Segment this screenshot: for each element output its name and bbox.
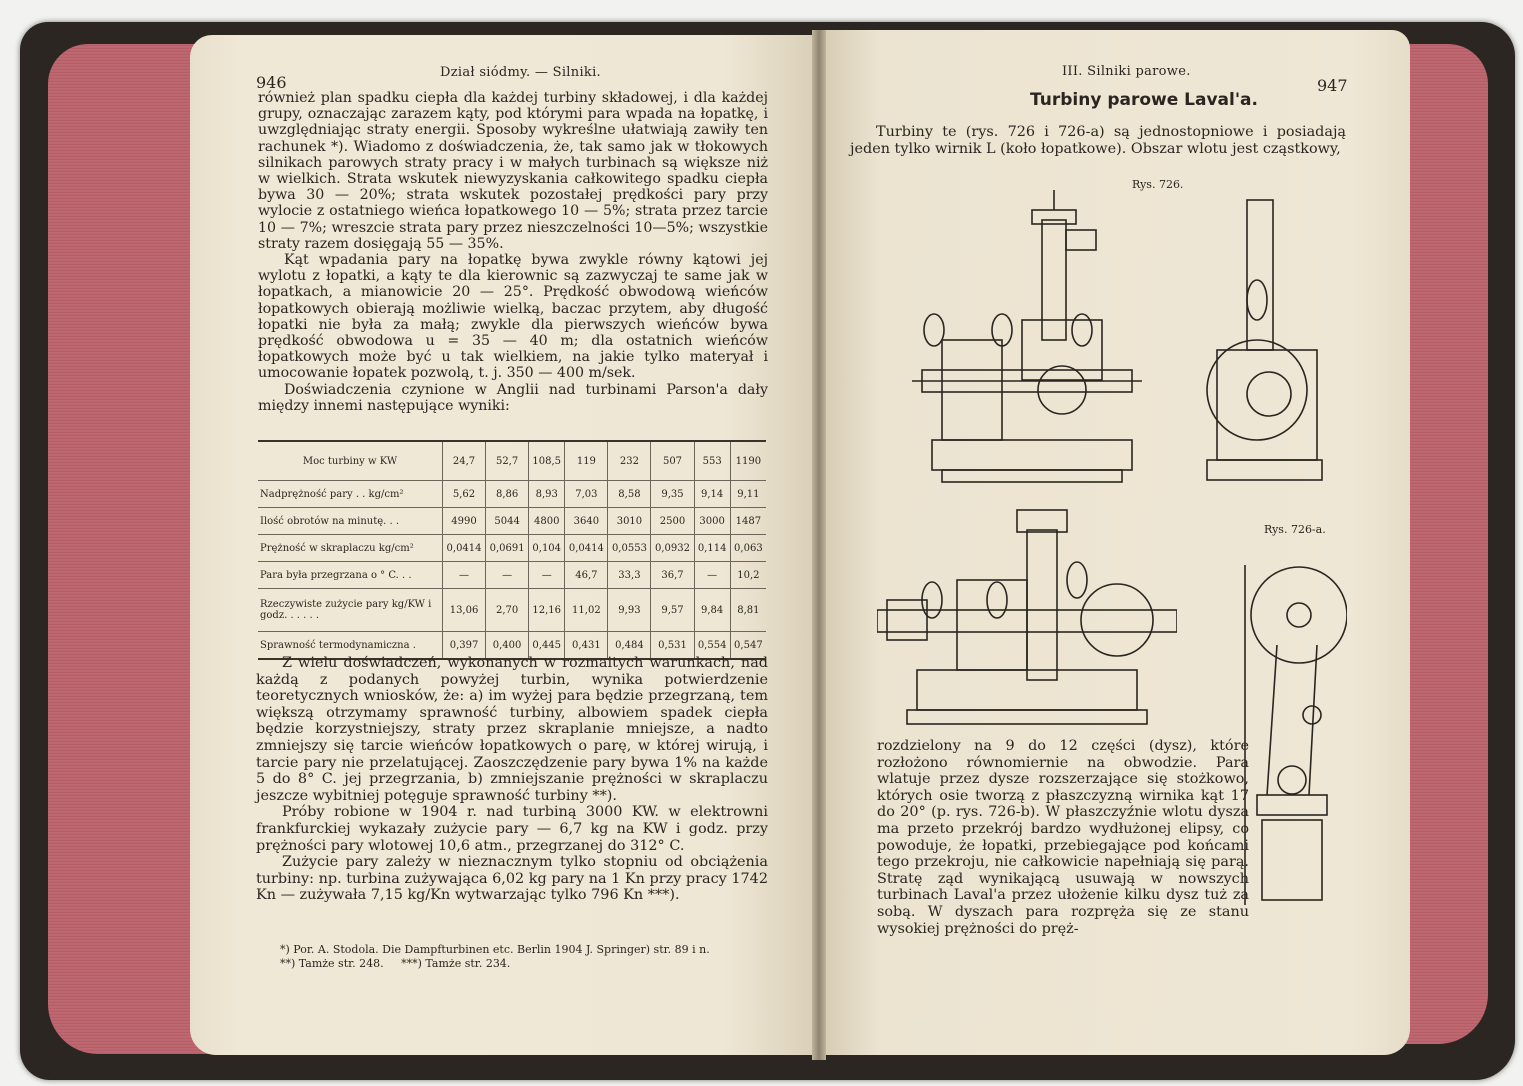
cell: 0,547 <box>730 632 766 660</box>
running-head: Dział siódmy. — Silniki. <box>440 65 601 80</box>
row-label: Prężność w skraplaczu kg/cm² <box>260 542 414 554</box>
cell: 0,104 <box>529 535 565 562</box>
table-col: 507 <box>651 441 694 481</box>
row-label: Sprawność termodynamiczna . <box>260 639 416 651</box>
turbine-side-view-figure <box>912 180 1142 500</box>
turbine-front-view-figure <box>1197 180 1327 500</box>
cell: 8,86 <box>486 481 529 508</box>
cell: 0,531 <box>651 632 694 660</box>
table-row <box>258 481 766 508</box>
table-col: 119 <box>565 441 608 481</box>
paragraph: Turbiny te (rys. 726 i 726-a) są jednostopniowe i posiadają jeden tylko wirnik L (koło łopatkowe). Obszar wlotu jest cząstkowy, <box>850 124 1346 157</box>
cell: 9,84 <box>694 589 730 632</box>
cell: 3010 <box>608 508 651 535</box>
cell: — <box>443 562 486 589</box>
right-page <box>822 30 1410 1055</box>
footnote: *) Por. A. Stodola. Die Dampfturbinen etc. Berlin 1904 J. Springer) str. 89 i n. <box>280 943 710 956</box>
cell: 8,93 <box>529 481 565 508</box>
figure-caption: Rys. 726-a. <box>1264 523 1326 536</box>
row-label: Para była przegrzana o ° C. . . <box>260 569 412 581</box>
cell: 0,445 <box>529 632 565 660</box>
row-label: Nadprężność pary . . kg/cm² <box>260 488 404 500</box>
cell: — <box>486 562 529 589</box>
cell: 0,431 <box>565 632 608 660</box>
table-row <box>258 508 766 535</box>
body-text-bottom <box>256 655 768 904</box>
cell: 9,35 <box>651 481 694 508</box>
cell: 0,0691 <box>486 535 529 562</box>
cell: — <box>694 562 730 589</box>
cell: 33,3 <box>608 562 651 589</box>
running-head: III. Silniki parowe. <box>1062 64 1191 79</box>
table-col: 1190 <box>730 441 766 481</box>
table-col: 108,5 <box>529 441 565 481</box>
cell: 2500 <box>651 508 694 535</box>
page-edge-left <box>48 44 213 1054</box>
footnotes <box>280 943 770 971</box>
cell: 3000 <box>694 508 730 535</box>
page-number: 947 <box>1317 76 1348 95</box>
cell: 10,2 <box>730 562 766 589</box>
table-col: 52,7 <box>486 441 529 481</box>
cell: 0,397 <box>443 632 486 660</box>
cell: — <box>529 562 565 589</box>
paragraph: rozdzielony na 9 do 12 części (dysz), które rozłożono równomiernie na obwodzie. Para wlatuje przez dysze rozszerzające się stożkowo, których osie tworzą z płaszczyzną wirnika kąt 17 do 20° (p. rys. 726-b). W płaszczyźnie wlotu dysza ma przeto przekrój bardzo wydłużonej elipsy, co powoduje, że łopatki, przebiegające pod końcami tego przekroju, nie całkowicie napełniają się parą. Stratę ząd wynikającą usuwają w nowszych turbinach Laval'a przez ułożenie kilku dysz tuż za sobą. W dyszach para rozpręża się ze stanu wysokiej prężności do pręż- <box>877 738 1249 937</box>
left-page <box>190 35 818 1055</box>
cell: 0,484 <box>608 632 651 660</box>
paragraph: Zużycie pary zależy w nieznacznym tylko stopniu od obciążenia turbiny: np. turbina zużywająca 6,02 kg pary na 1 Kn przy pracy 1742 Kn — zużywała 7,15 kg/Kn wytwarzając tylko 796 Kn ***). <box>256 854 768 904</box>
cell: 0,400 <box>486 632 529 660</box>
body-text-top <box>258 90 768 414</box>
row-label: Rzeczywiste zużycie pary kg/KW i godz. . . . . . <box>260 599 432 621</box>
cell: 0,0932 <box>651 535 694 562</box>
cell: 9,11 <box>730 481 766 508</box>
cell: 0,0553 <box>608 535 651 562</box>
table-row <box>258 562 766 589</box>
table-header-row <box>258 441 766 481</box>
cell: 36,7 <box>651 562 694 589</box>
paragraph: Próby robione w 1904 r. nad turbiną 3000 KW. w elektrowni frankfurckiej wykazały zużycie pary — 6,7 kg na KW i godz. przy prężności pary wlotowej 10,6 atm., przegrzanej do 312° C. <box>256 804 768 854</box>
cell: 0,554 <box>694 632 730 660</box>
cell: 9,93 <box>608 589 651 632</box>
continuation-text <box>877 738 1249 937</box>
paragraph: również plan spadku ciepła dla każdej turbiny składowej, i dla każdej grupy, oznaczając zarazem kąty, pod którymi para wpada na łopatkę, i uwzględniając straty energii. Sposoby wykreślne ułatwiają zawiły ten rachunek *). Wiadomo z doświadczenia, że, tak samo jak w tłokowych silnikach parowych straty pracy i w małych turbinach są większe niż w wielkich. Strata wskutek niewyzyskania całkowitego spadku ciepła bywa 30 — 20%; strata wskutek pozostałej prędkości pary przy wylocie z ostatniego wieńca łopatkowego 10 — 5%; strata przez tarcie 10 — 7%; wreszcie strata pary przez nieszczelności 10—5%; wszystkie straty razem dosięgają 55 — 35%. <box>258 90 768 252</box>
cell: 1487 <box>730 508 766 535</box>
row-label: Ilość obrotów na minutę. . . <box>260 515 400 527</box>
cell: 9,14 <box>694 481 730 508</box>
table-col: 553 <box>694 441 730 481</box>
cell: 8,58 <box>608 481 651 508</box>
turbine-lower-figure <box>877 500 1177 740</box>
cell: 4990 <box>443 508 486 535</box>
cell: 11,02 <box>565 589 608 632</box>
cell: 0,114 <box>694 535 730 562</box>
cell: 2,70 <box>486 589 529 632</box>
cell: 5,62 <box>443 481 486 508</box>
cell: 4800 <box>529 508 565 535</box>
results-table <box>258 440 766 660</box>
section-title: Turbiny parowe Laval'a. <box>1030 90 1258 110</box>
table-col: 232 <box>608 441 651 481</box>
table-row <box>258 589 766 632</box>
paragraph: Doświadczenia czynione w Anglii nad turbinami Parson'a dały między innemi następujące wyniki: <box>258 381 768 414</box>
cell: 3640 <box>565 508 608 535</box>
table-col: 24,7 <box>443 441 486 481</box>
paragraph: Kąt wpadania pary na łopatkę bywa zwykle równy kątowi jej wylotu z łopatki, a kąty te dla kierownic są zazwyczaj te same jak w łopatkach, a mianowicie 20 — 25°. Prędkość obwodową wieńców łopatkowych obierają możliwie wielką, baczac przytem, aby długość łopatki nie była za małą; zwykle dla pierwszych wieńców bywa prędkość obwodowa u = 35 — 40 m; dla ostatnich wieńców łopatkowych może być u tak wielkiem, na jakie tylko materyał i umocowanie łopatek pozwolą, t. j. 350 — 400 m/sek. <box>258 252 768 382</box>
cell: 7,03 <box>565 481 608 508</box>
paragraph: Z wielu doświadczeń, wykonanych w rozmaitych warunkach, nad każdą z podanych powyżej turbin, wynika potwierdzenie teoretycznych wniosków, że: a) im wyżej para będzie przegrzaną, tem większą otrzymamy sprawność turbiny, albowiem spadek ciepła będzie korzystniejszy, straty przez skraplanie mniejsze, a nadto zmniejszy się tarcie wieńców łopatkowych o parę, w której wirują, i tarcie pary nie przelatującej. Zaoszczędzenie pary bywa 1% na każde 5 do 8° C. jej przegrzania, b) zmniejszanie prężności w skraplaczu jeszcze wybitniej potęguje sprawność turbiny **). <box>256 655 768 804</box>
turbine-726a-figure <box>1237 545 1347 905</box>
cell: 46,7 <box>565 562 608 589</box>
footnote: **) Tamże str. 248. ***) Tamże str. 234. <box>280 957 511 970</box>
table-header-label: Moc turbiny w KW <box>302 455 398 467</box>
intro-text <box>850 124 1346 158</box>
cell: 13,06 <box>443 589 486 632</box>
book-gutter <box>812 30 826 1060</box>
cell: 0,063 <box>730 535 766 562</box>
table-row <box>258 535 766 562</box>
cell: 0,0414 <box>565 535 608 562</box>
cell: 9,57 <box>651 589 694 632</box>
figure-caption: Rys. 726. <box>1132 178 1184 191</box>
cell: 5044 <box>486 508 529 535</box>
cell: 12,16 <box>529 589 565 632</box>
cell: 8,81 <box>730 589 766 632</box>
cell: 0,0414 <box>443 535 486 562</box>
page-number: 946 <box>256 73 287 92</box>
